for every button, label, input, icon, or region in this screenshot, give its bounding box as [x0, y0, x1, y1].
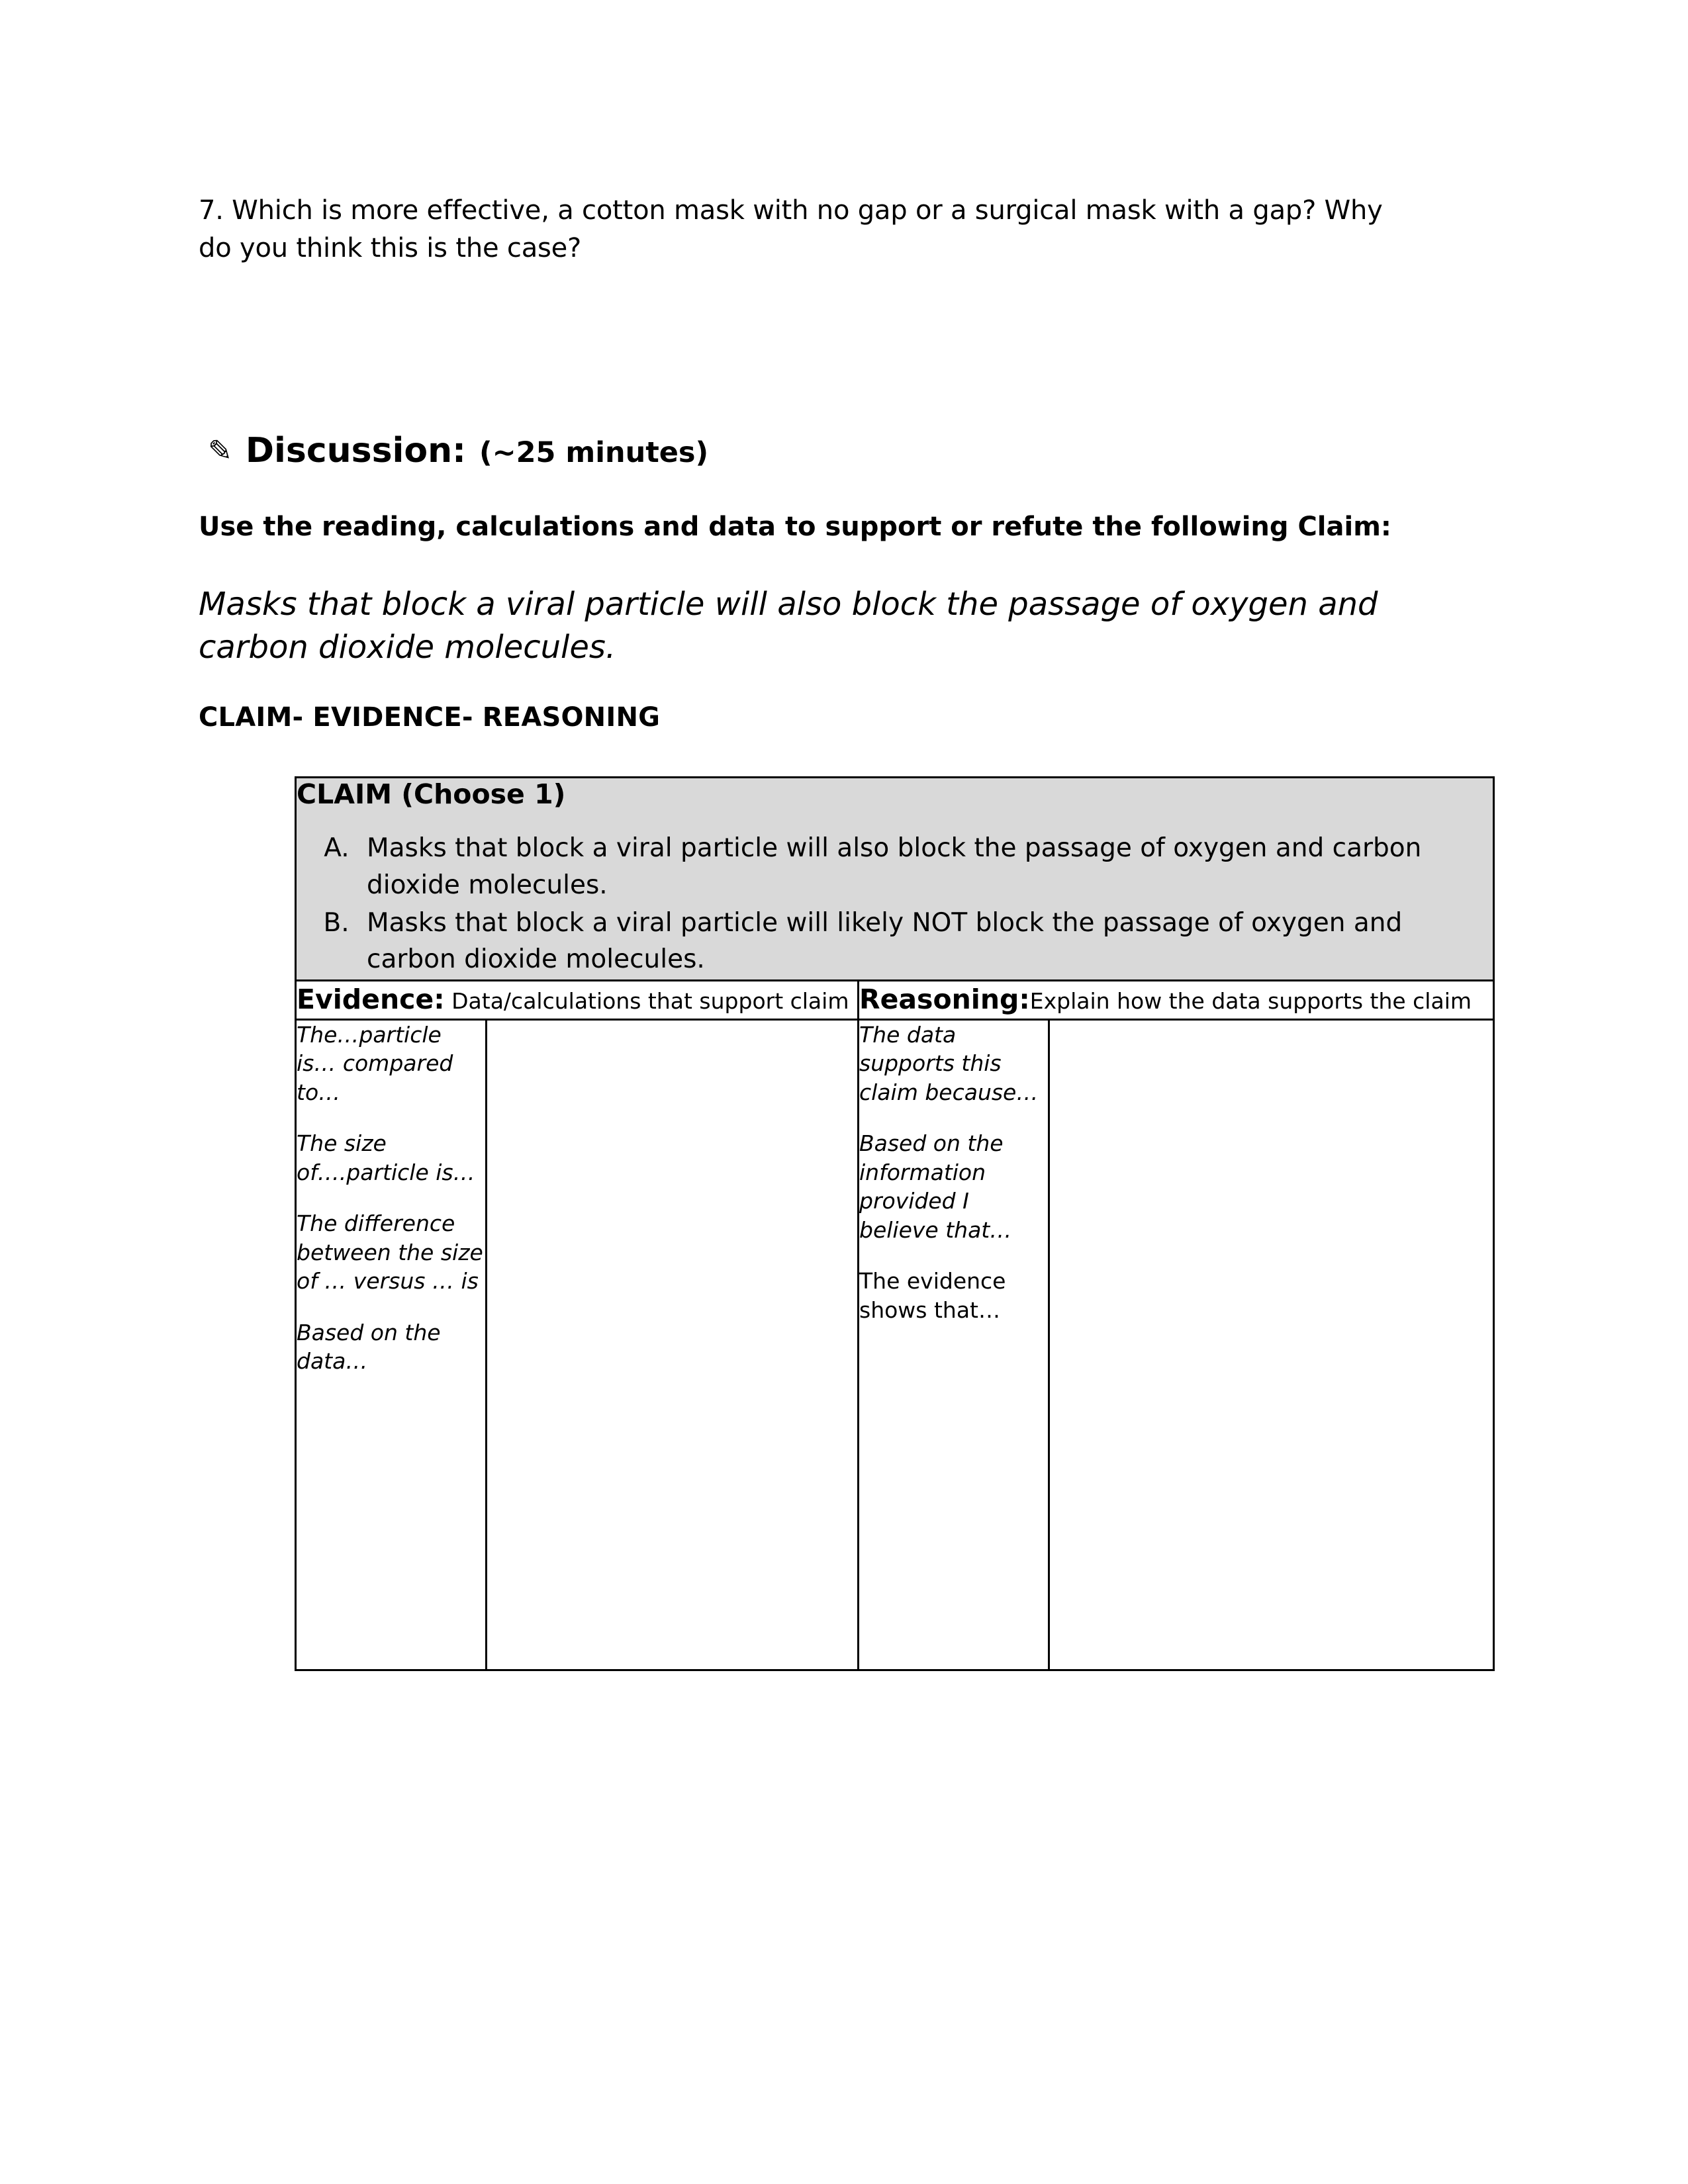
vertical-spacer — [199, 471, 1489, 508]
reasoning-stem: Based on the information provided I believe that… — [859, 1130, 1012, 1243]
cer-section-label: CLAIM- EVIDENCE- REASONING — [199, 702, 661, 733]
discussion-duration: (~25 minutes) — [479, 435, 709, 469]
evidence-sentence-stems-cell — [296, 1019, 487, 1670]
question-7-text: 7. Which is more effective, a cotton mask with no gap or a surgical mask with a gap? Why do you think this is the case? — [199, 195, 1383, 263]
table-row-headers — [296, 980, 1494, 1019]
reasoning-sentence-stems-cell — [859, 1019, 1049, 1670]
evidence-response-area[interactable] — [487, 1019, 859, 1670]
vertical-spacer — [199, 733, 1489, 776]
vertical-spacer — [199, 546, 1489, 583]
claim-option-b[interactable]: B. Masks that block a viral particle will likely NOT block the passage of oxygen and carbon dioxide molecules. — [357, 905, 1493, 978]
evidence-stem: Based on the data… — [297, 1319, 441, 1375]
reasoning-stem: The evidence shows that… — [859, 1268, 1006, 1323]
claim-cell-title: CLAIM (Choose 1) — [297, 778, 566, 811]
cer-table — [295, 776, 1495, 1670]
reasoning-stem: The data supports this claim because… — [859, 1021, 1039, 1105]
reasoning-header-label: Reasoning: — [859, 983, 1030, 1015]
instructions-text: Use the reading, calculations and data to support or refute the following Claim: — [199, 511, 1391, 542]
evidence-stem: The…particle is… compared to… — [297, 1021, 453, 1105]
reasoning-header-description: Explain how the data supports the claim — [1029, 987, 1472, 1014]
reasoning-header-cell — [859, 980, 1494, 1019]
discussion-title: Discussion: — [245, 430, 466, 471]
evidence-header-cell — [296, 980, 859, 1019]
vertical-spacer — [199, 267, 1489, 430]
evidence-stem: The difference between the size of … versus … is — [297, 1210, 483, 1295]
table-row-claim — [296, 778, 1494, 981]
claim-option-a[interactable]: A. Masks that block a viral particle will also block the passage of oxygen and carbon dioxide molecules. — [357, 830, 1493, 903]
evidence-header-label: Evidence: — [297, 983, 445, 1015]
reasoning-response-area[interactable] — [1049, 1019, 1494, 1670]
claim-options-list — [297, 830, 1493, 978]
claim-cell — [296, 778, 1494, 981]
vertical-spacer — [199, 669, 1489, 702]
table-row-body — [296, 1019, 1494, 1670]
evidence-stem: The size of….particle is… — [297, 1130, 475, 1185]
pen-icon: ✎ — [208, 433, 232, 468]
evidence-header-description: Data/calculations that support claim — [451, 987, 849, 1014]
claim-statement-text: Masks that block a viral particle will also block the passage of oxygen and carbon dioxide molecules. — [199, 585, 1378, 666]
discussion-heading — [208, 430, 1489, 471]
